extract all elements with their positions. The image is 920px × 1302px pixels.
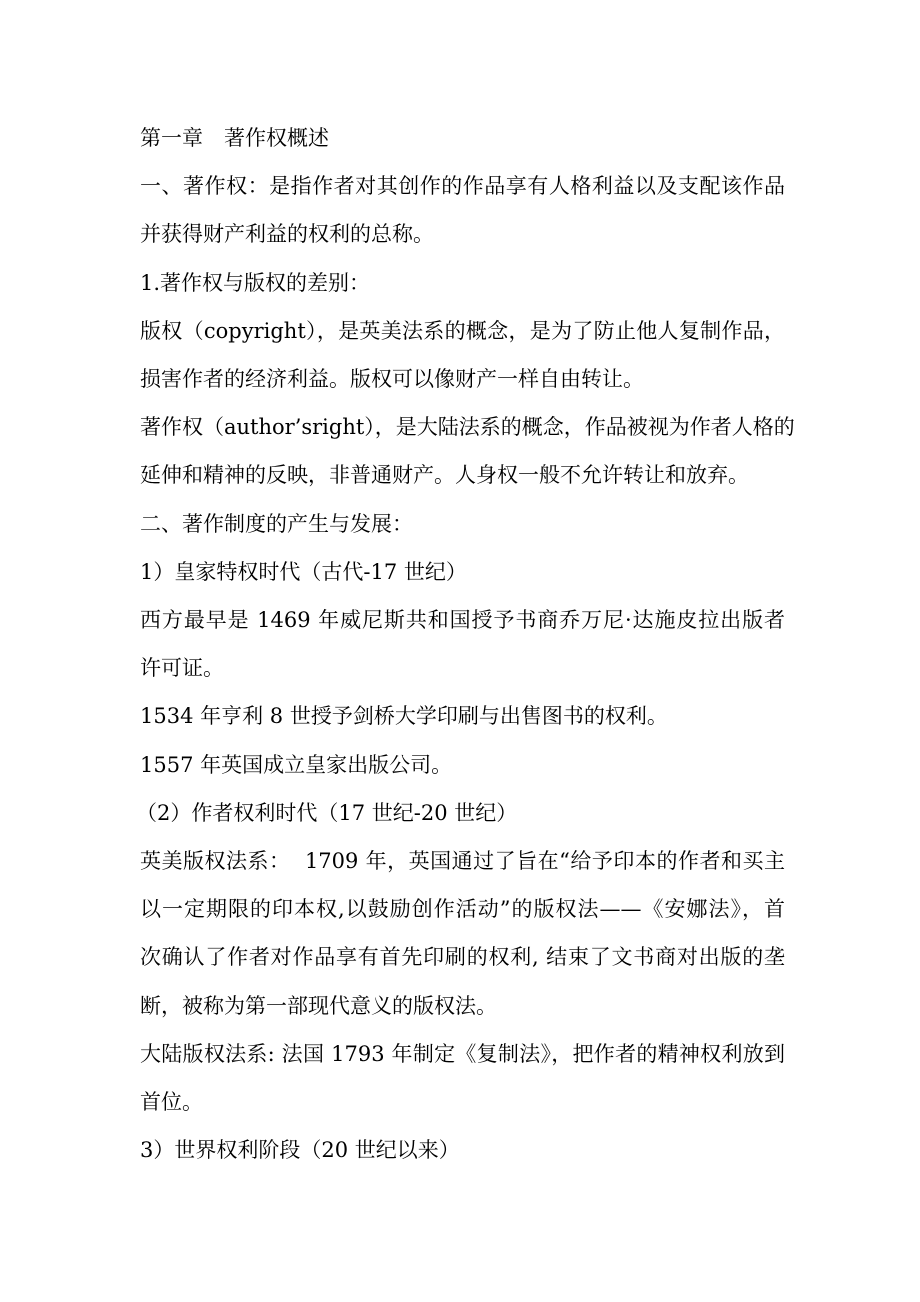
paragraph-line: 延伸和精神的反映，非普通财产。人身权一般不允许转让和放弃。 bbox=[140, 463, 749, 488]
subsection-heading: （2）作者权利时代（17 世纪-20 世纪） bbox=[136, 800, 518, 825]
paragraph-line: 1534 年亨利 8 世授予剑桥大学印刷与出售图书的权利。 bbox=[140, 704, 668, 729]
subsection-heading: 3）世界权利阶段（20 世纪以来） bbox=[140, 1138, 460, 1163]
paragraph-line: 西方最早是 1469 年威尼斯共和国授予书商乔万尼·达施皮拉出版者 bbox=[140, 608, 785, 633]
paragraph-line: 并获得财产利益的权利的总称。 bbox=[140, 222, 434, 247]
subsection-heading: 1）皇家特权时代（古代-17 世纪） bbox=[140, 559, 467, 584]
paragraph-line: 一、著作权：是指作者对其创作的作品享有人格利益以及支配该作品 bbox=[140, 174, 785, 199]
section-heading: 1.著作权与版权的差别： bbox=[140, 270, 371, 295]
section-heading: 二、著作制度的产生与发展： bbox=[140, 511, 413, 536]
paragraph-line: 以一定期限的印本权,以鼓励创作活动”的版权法——《安娜法》，首 bbox=[140, 897, 785, 922]
paragraph-line: 损害作者的经济利益。版权可以像财产一样自由转让。 bbox=[140, 367, 644, 392]
paragraph-line: 版权（copyright），是英美法系的概念，是为了防止他人复制作品， bbox=[140, 318, 785, 343]
paragraph-line: 著作权（author’sright），是大陆法系的概念，作品被视为作者人格的 bbox=[140, 415, 795, 440]
chapter-title: 第一章 著作权概述 bbox=[140, 126, 329, 150]
paragraph-line: 断，被称为第一部现代意义的版权法。 bbox=[140, 993, 497, 1018]
document-body bbox=[136, 114, 795, 1174]
paragraph-line: 许可证。 bbox=[140, 656, 224, 681]
paragraph-line: 次确认了作者对作品享有首先印刷的权利, 结束了文书商对出版的垄 bbox=[140, 945, 785, 970]
paragraph-line: 1557 年英国成立皇家出版公司。 bbox=[140, 752, 453, 777]
paragraph-line: 大陆版权法系: 法国 1793 年制定《复制法》，把作者的精神权利放到 bbox=[140, 1041, 785, 1066]
paragraph-line: 首位。 bbox=[140, 1090, 203, 1115]
paragraph-line: 英美版权法系： 1709 年，英国通过了旨在“给予印本的作者和买主 bbox=[140, 849, 785, 874]
